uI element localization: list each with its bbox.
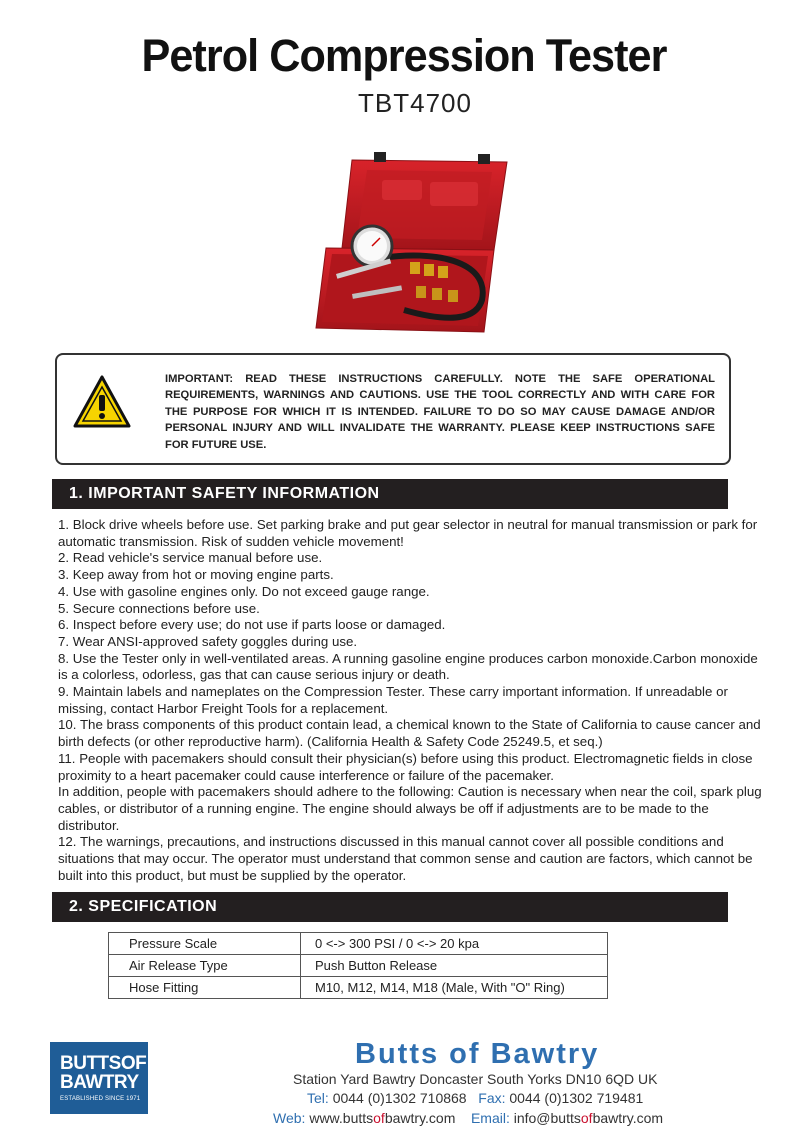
- list-item: 7. Wear ANSI-approved safety goggles during use.: [58, 633, 358, 649]
- contact-phone-fax: [307, 1090, 643, 1106]
- warning-box: [55, 353, 731, 465]
- web-label: Web:: [273, 1110, 306, 1126]
- warning-triangle-icon: [73, 375, 131, 429]
- fax-number: 0044 (0)1302 719481: [509, 1090, 644, 1106]
- warning-text: IMPORTANT: READ THESE INSTRUCTIONS CAREFULLY. NOTE THE SAFE OPERATIONAL REQUIREMENTS, WARNINGS AND CAUTIONS. USE THE TOOL CORRECTLY AND WITH CARE FOR THE PURPOSE FOR WHICH IT IS INTENDED. FAILURE TO DO SO MAY CAUSE DAMAGE AND/OR PERSONAL INJURY AND WILL INVALIDATE THE WARRANTY. PLEASE KEEP INSTRUCTIONS SAFE FOR FUTURE USE.: [165, 373, 715, 451]
- tel-label: Tel:: [307, 1090, 329, 1106]
- list-item: 10. The brass components of this product contain lead, a chemical known to the State of California to cause cancer and birth defects (or other reproductive harm). (California Health & Safety Code 25249.5, et seq.): [58, 717, 761, 750]
- tel-number: 0044 (0)1302 710868: [332, 1090, 467, 1106]
- model-number: TBT4700: [358, 88, 472, 118]
- web-link[interactable]: [309, 1110, 455, 1126]
- web-part: bawtry.com: [384, 1110, 456, 1126]
- spec-key: Air Release Type: [109, 955, 301, 977]
- email-part-highlight: of: [580, 1110, 593, 1126]
- product-image: [312, 150, 512, 340]
- logo-line-2: BAWTRY: [60, 1072, 139, 1093]
- spec-value: 0 <-> 300 PSI / 0 <-> 20 kpa: [301, 933, 608, 955]
- table-row: [109, 977, 608, 999]
- email-part: bawtry.com: [592, 1110, 664, 1126]
- section-heading-specification: 2. SPECIFICATION: [52, 892, 728, 922]
- email-part: info@butts: [513, 1110, 581, 1126]
- list-item: 2. Read vehicle's service manual before use.: [58, 550, 323, 566]
- contact-web-email: [273, 1110, 663, 1126]
- web-part-highlight: of: [373, 1110, 385, 1126]
- fax-label: Fax:: [478, 1090, 506, 1106]
- section-heading-safety: 1. IMPORTANT SAFETY INFORMATION: [52, 479, 728, 509]
- spec-table: [108, 932, 608, 999]
- page-title: Petrol Compression Tester: [141, 30, 667, 81]
- list-item: 11. People with pacemakers should consult their physician(s) before using this product. Electromagnetic fields in close proximity to a heart pacemaker could cause interference or failure of the pacemaker.: [58, 750, 753, 783]
- list-item: 5. Secure connections before use.: [58, 600, 260, 616]
- company-name: Butts of Bawtry: [355, 1038, 600, 1070]
- spec-value: M10, M12, M14, M18 (Male, With "O" Ring): [301, 977, 608, 999]
- web-part: www.butts: [309, 1110, 374, 1126]
- company-logo: [50, 1042, 148, 1114]
- email-link[interactable]: [514, 1110, 663, 1126]
- email-label: Email:: [470, 1110, 510, 1126]
- list-item: 1. Block drive wheels before use. Set parking brake and put gear selector in neutral for manual transmission or park for automatic transmission. Risk of sudden vehicle movement!: [58, 517, 758, 549]
- safety-list: [58, 517, 770, 884]
- list-item: 8. Use the Tester only in well-ventilated areas. A running gasoline engine produces carbon monoxide.Carbon monoxide is a colorless, odorless, gas that can cause serious injury or death.: [58, 650, 758, 683]
- spec-key: Pressure Scale: [109, 933, 301, 955]
- table-row: [109, 933, 608, 955]
- list-item: 4. Use with gasoline engines only. Do not exceed gauge range.: [58, 583, 430, 599]
- list-item: In addition, people with pacemakers should adhere to the following: Caution is necessary when near the coil, spark plug cables, or distributor of a running engine. The engine should always be off if adjustments are to be made to the distributor.: [58, 784, 762, 833]
- spec-key: Hose Fitting: [109, 977, 301, 999]
- company-address: Station Yard Bawtry Doncaster South Yorks DN10 6QD UK: [293, 1071, 658, 1087]
- table-row: [109, 955, 608, 977]
- spec-value: Push Button Release: [301, 955, 608, 977]
- list-item: 12. The warnings, precautions, and instructions discussed in this manual cannot cover all possible conditions and situations that may occur. The operator must understand that common sense and caution are factors, which cannot be built into this product, but must be supplied by the operator.: [58, 834, 753, 883]
- logo-line-1: BUTTSOF: [60, 1053, 147, 1074]
- list-item: 6. Inspect before every use; do not use if parts loose or damaged.: [58, 617, 446, 633]
- list-item: 9. Maintain labels and nameplates on the Compression Tester. These carry important information. If unreadable or missing, contact Harbor Freight Tools for a replacement.: [58, 684, 728, 716]
- logo-tagline: ESTABLISHED SINCE 1971: [60, 1096, 141, 1102]
- list-item: 3. Keep away from hot or moving engine parts.: [58, 567, 334, 583]
